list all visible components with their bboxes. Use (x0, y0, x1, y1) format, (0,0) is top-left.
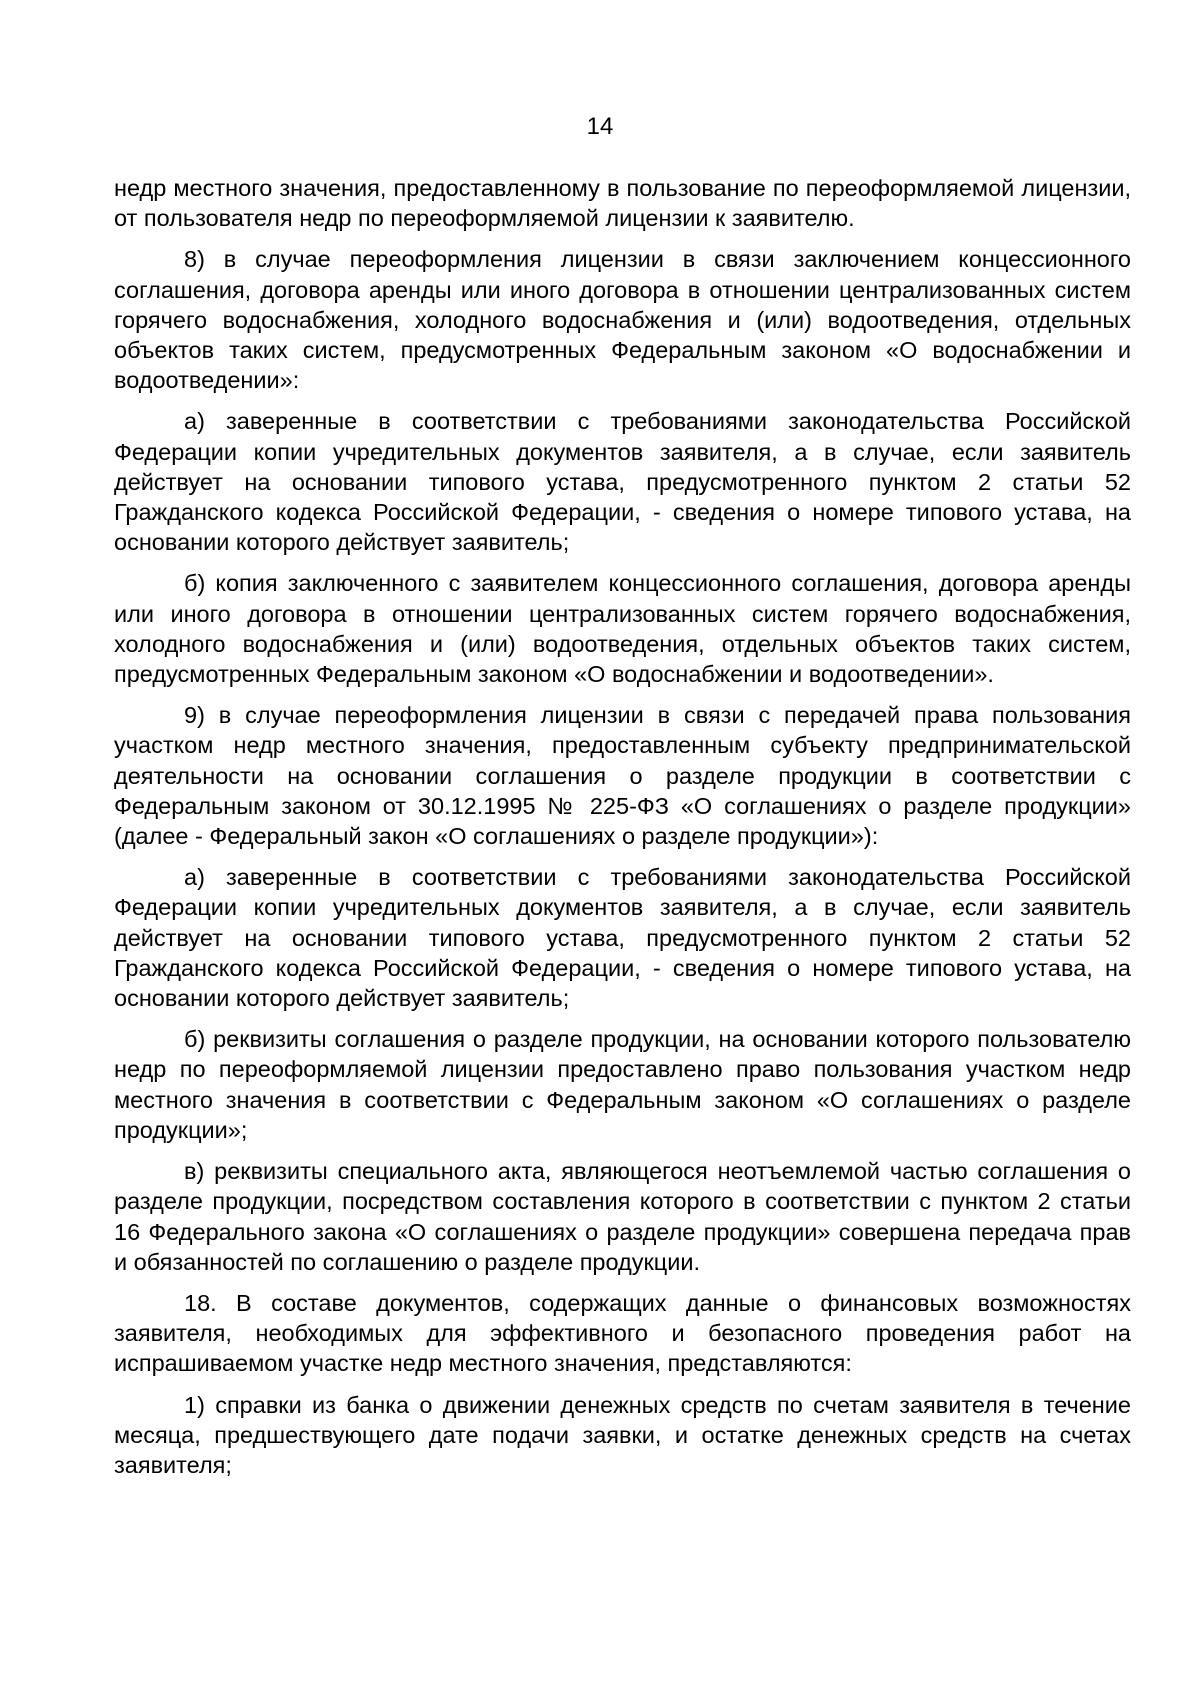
paragraph-item-8b: б) копия заключенного с заявителем концессионного соглашения, договора аренды или иного договора в отношении централизованных систем горячего водоснабжения, холодного водоснабжения и (или) водоотведения, отдельных объектов таких систем, предусмотренных Федеральным законом «О водоснабжении и водоотведении». (114, 570, 1131, 688)
document-body (114, 173, 1131, 1491)
page-number: 14 (586, 113, 614, 140)
paragraph-item-8a: а) заверенные в соответствии с требованиями законодательства Российской Федерации копии учредительных документов заявителя, а в случае, если заявитель действует на основании типового устава, предусмотренного пунктом 2 статьи 52 Гражданского кодекса Российской Федерации, - сведения о номере типового устава, на основании которого действует заявитель; (114, 408, 1131, 556)
paragraph-continuation: недр местного значения, предоставленному в пользование по переоформляемой лицензии, от пользователя недр по переоформляемой лицензии к заявителю. (114, 175, 1131, 232)
paragraph-item-9: 9) в случае переоформления лицензии в связи с передачей права пользования участком недр местного значения, предоставленным субъекту предпринимательской деятельности на основании соглашения о разделе продукции в соответствии с Федеральным законом от 30.12.1995 № 225-ФЗ «О соглашениях о разделе продукции» (далее - Федеральный закон «О соглашениях о разделе продукции»): (114, 702, 1131, 850)
paragraph-item-9a: а) заверенные в соответствии с требованиями законодательства Российской Федерации копии учредительных документов заявителя, а в случае, если заявитель действует на основании типового устава, предусмотренного пунктом 2 статьи 52 Гражданского кодекса Российской Федерации, - сведения о номере типового устава, на основании которого действует заявитель; (114, 864, 1131, 1012)
paragraph-item-9b: б) реквизиты соглашения о разделе продукции, на основании которого пользователю недр по переоформляемой лицензии предоставлено право пользования участком недр местного значения в соответствии с Федеральным законом «О соглашениях о разделе продукции»; (114, 1026, 1131, 1143)
paragraph-item-9v: в) реквизиты специального акта, являющегося неотъемлемой частью соглашения о разделе продукции, посредством составления которого в соответствии с пунктом 2 статьи 16 Федерального закона «О соглашениях о разделе продукции» совершена передача прав и обязанностей по соглашению о разделе продукции. (114, 1158, 1131, 1275)
paragraph-item-8: 8) в случае переоформления лицензии в связи заключением концессионного соглашения, договора аренды или иного договора в отношении централизованных систем горячего водоснабжения, холодного водоснабжения и (или) водоотведения, отдельных объектов таких систем, предусмотренных Федеральным законом «О водоснабжении и водоотведении»: (114, 246, 1131, 394)
paragraph-item-18-1: 1) справки из банка о движении денежных средств по счетам заявителя в течение месяца, предшествующего дате подачи заявки, и остатке денежных средств на счетах заявителя; (114, 1391, 1131, 1478)
paragraph-section-18: 18. В составе документов, содержащих данные о финансовых возможностях заявителя, необходимых для эффективного и безопасного проведения работ на испрашиваемом участке недр местного значения, представляются: (114, 1289, 1131, 1377)
